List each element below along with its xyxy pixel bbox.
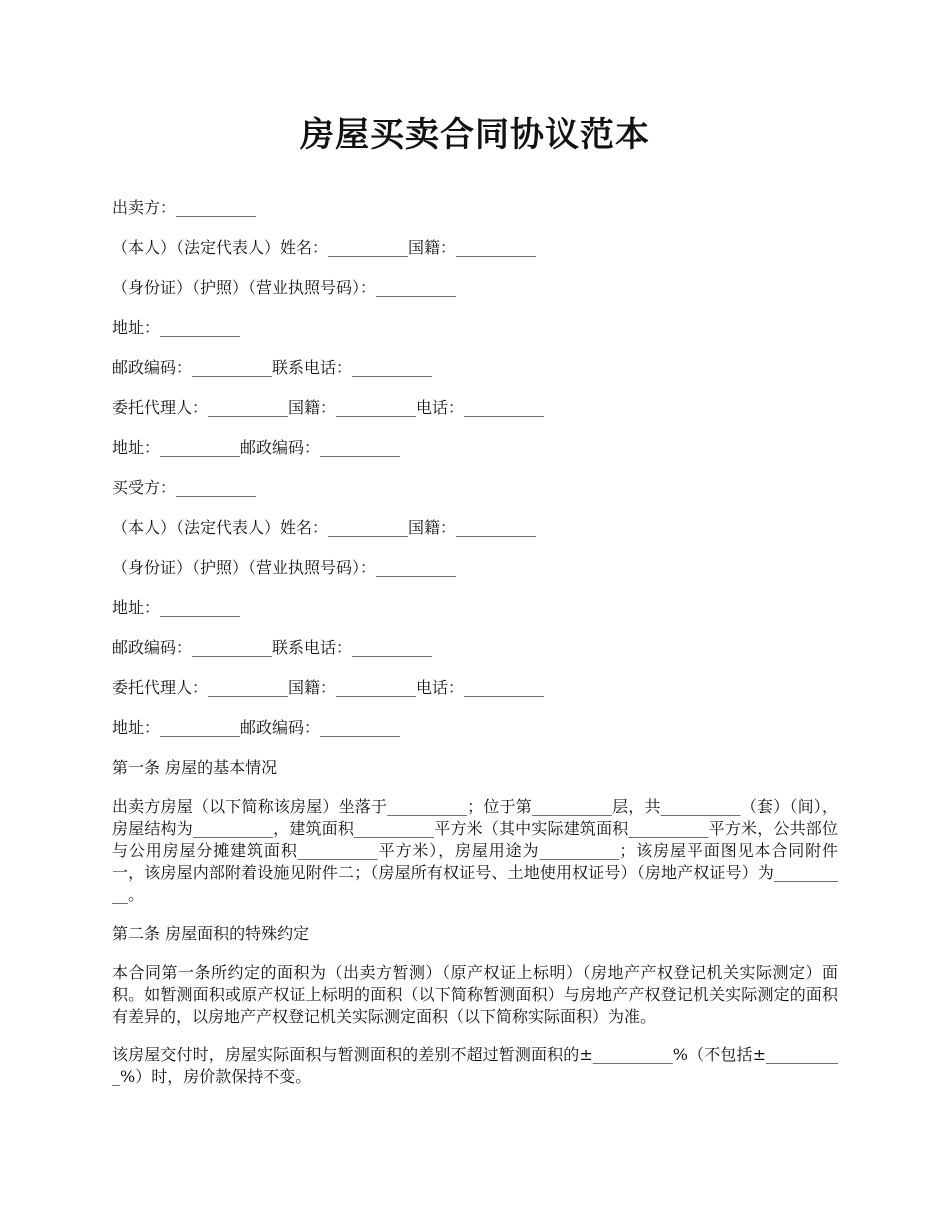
seller-id-line: （身份证）（护照）（营业执照号码）：__________ (112, 278, 457, 297)
buyer-name-nationality-line: （本人）（法定代表人）姓名：__________国籍：__________ (112, 518, 537, 537)
article-2-heading: 第二条 房屋面积的特殊约定 (112, 924, 310, 943)
seller-postcode-phone-line: 邮政编码：__________联系电话：__________ (112, 358, 433, 377)
buyer-agent-line: 委托代理人：__________国籍：__________电话：__________ (112, 678, 545, 697)
seller-agent-address-line: 地址：__________邮政编码：__________ (112, 438, 401, 457)
buyer-postcode-phone-line: 邮政编码：__________联系电话：__________ (112, 638, 433, 657)
seller-agent-line: 委托代理人：__________国籍：__________电话：__________ (112, 398, 545, 417)
buyer-id-line: （身份证）（护照）（营业执照号码）：__________ (112, 558, 457, 577)
article-2-paragraph-1: 本合同第一条所约定的面积为（出卖方暂测）（原产权证上标明）（房地产产权登记机关实际测定）面积。如暂测面积或原产权证上标明的面积（以下简称暂测面积）与房地产产权登记机关实际测定的面积有差异的，以房地产产权登记机关实际测定面积（以下简称实际面积）为准。 (112, 963, 838, 1026)
article-1-body: 出卖方房屋（以下简称该房屋）坐落于__________；位于第__________层，共__________（套）（间），房屋结构为__________，建筑面积__________平方米（其中实际建筑面积__________平方米，公共部位与公用房屋分摊建筑面积__________平方米），房屋用途为__________；该房屋平面图见本合同附件一，该房屋内部附着设施见附件二；（房屋所有权证号、土地使用权证号）（房地产权证号）为__________。 (112, 797, 838, 904)
buyer-agent-address-line: 地址：__________邮政编码：__________ (112, 718, 401, 737)
seller-name-nationality-line: （本人）（法定代表人）姓名：__________国籍：__________ (112, 238, 537, 257)
buyer-line: 买受方：__________ (112, 478, 257, 497)
article-2-paragraph-2: 该房屋交付时，房屋实际面积与暂测面积的差别不超过暂测面积的±__________%（不包括±__________%）时，房价款保持不变。 (112, 1045, 838, 1086)
article-1-heading: 第一条 房屋的基本情况 (112, 758, 278, 777)
document-title: 房屋买卖合同协议范本 (300, 115, 650, 155)
seller-address-line: 地址：__________ (112, 318, 241, 337)
buyer-address-line: 地址：__________ (112, 598, 241, 617)
seller-line: 出卖方：__________ (112, 198, 257, 217)
